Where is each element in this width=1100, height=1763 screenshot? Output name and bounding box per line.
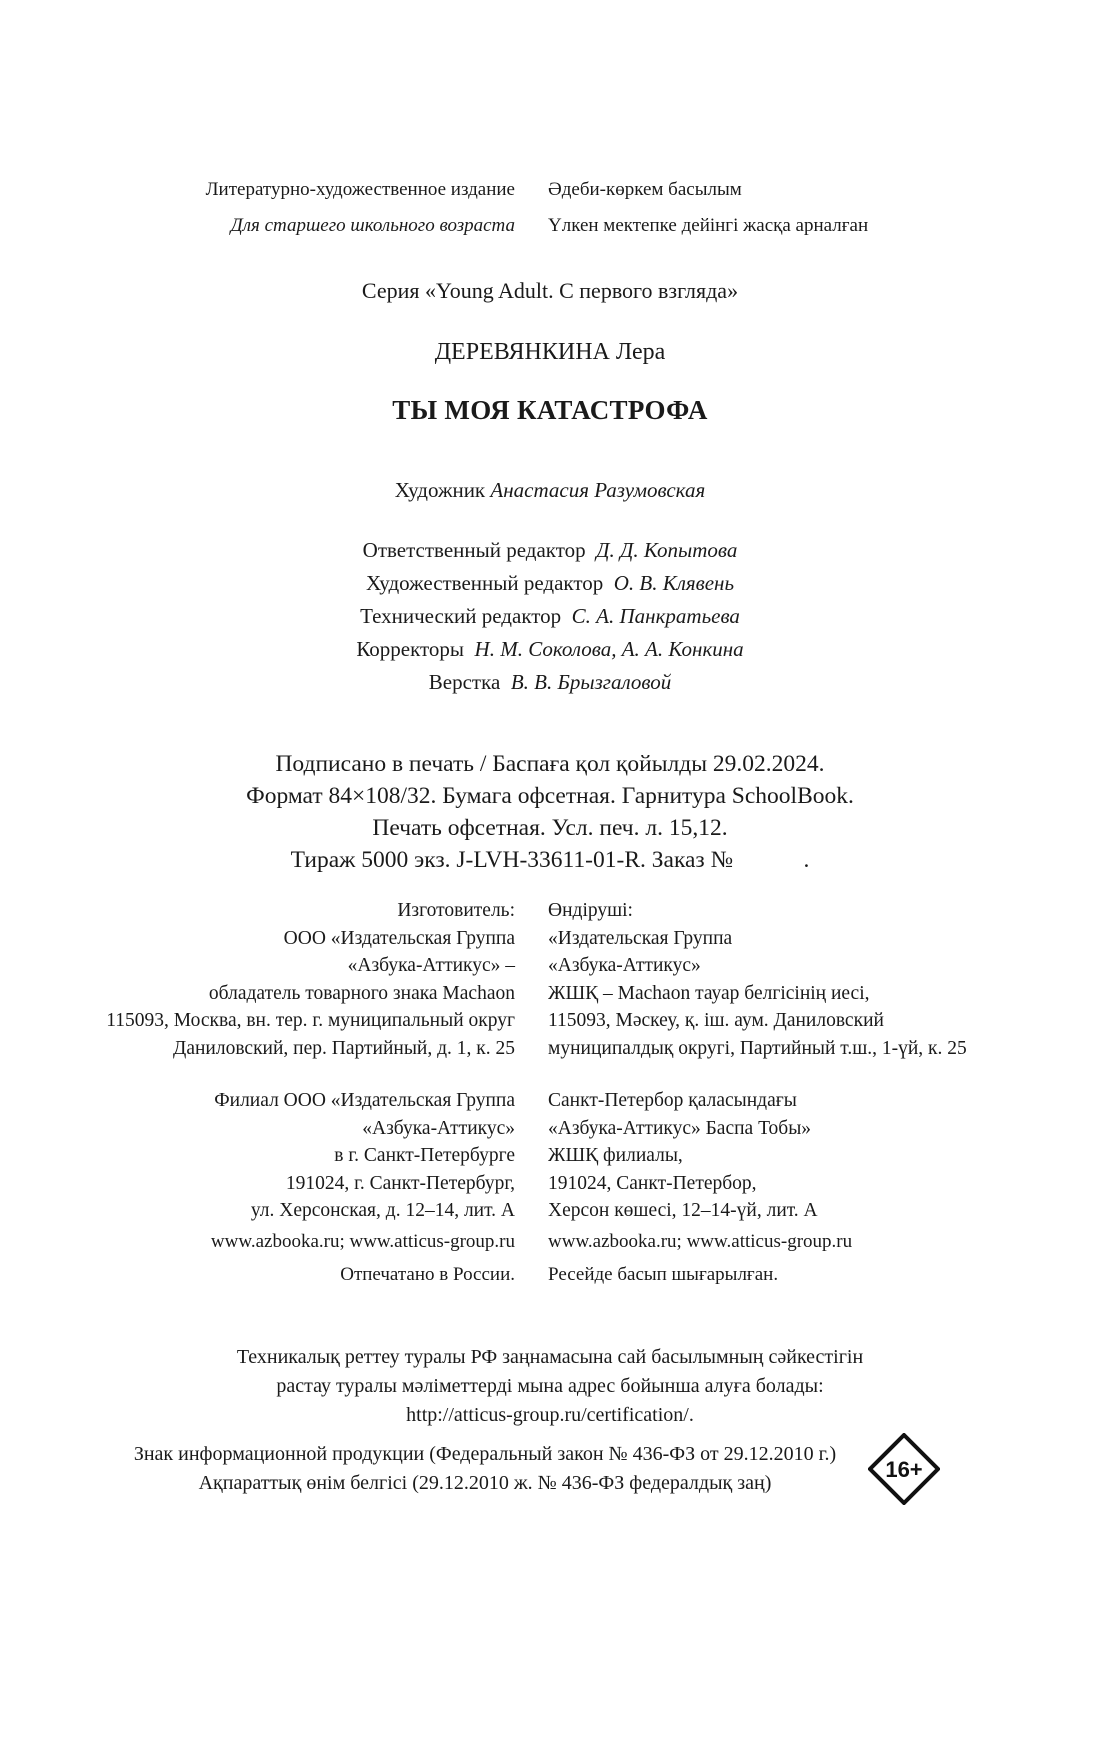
artist-label: Художник <box>394 478 486 502</box>
certification-block: Техникалық реттеу туралы РФ заңнамасына сай басылымның сәйкестігін растау туралы мәліметтерді мына адрес бойынша алуға болады: http://atticus-group.ru/certification/. <box>236 1346 864 1426</box>
editor-line: Технический редактор С. А. Панкратьева <box>360 604 740 628</box>
web-ru: www.azbooka.ru; www.atticus-group.ru <box>210 1231 515 1252</box>
age-kz: Үлкен мектепке дейінгі жасқа арналған <box>548 215 869 236</box>
author-name: ДЕРЕВЯНКИНА Лера <box>434 339 666 365</box>
artist-line <box>0 478 1100 503</box>
info-sign-text: Знак информационной продукции (Федеральный закон № 436-ФЗ от 29.12.2010 г.) Ақпараттық өнім белгісі (29.12.2010 ж. № 436-ФЗ федералдық заң) <box>133 1443 837 1494</box>
printed-kz: Ресейде басып шығарылған. <box>548 1264 779 1285</box>
imprint-line: Формат 84×108/32. Бумага офсетная. Гарнитура SchoolBook. <box>246 783 854 809</box>
series-line: Серия «Young Adult. С первого взгляда» <box>361 278 739 303</box>
manufacturer-ru: Изготовитель: ООО «Издательская Группа «Азбука-Аттикус» – обладатель товарного знака Machaon 115093, Москва, вн. тер. г. муниципальный округ Даниловский, пер. Партийный, д. 1, к. 25 <box>106 900 515 1059</box>
imprint-block <box>0 748 1100 876</box>
genre-ru: Литературно-художественное издание <box>205 179 515 200</box>
imprint-line: Подписано в печать / Баспаға қол қойылды 29.02.2024. <box>275 751 825 777</box>
age-ru: Для старшего школьного возраста <box>230 215 515 236</box>
editor-line: Художественный редактор О. В. Клявень <box>365 571 735 595</box>
printed-ru: Отпечатано в России. <box>340 1264 515 1285</box>
genre-kz: Әдеби-көркем басылым <box>548 179 742 200</box>
editor-line: Корректоры Н. М. Соколова, А. А. Конкина <box>356 637 744 661</box>
editor-line: Ответственный редактор Д. Д. Копытова <box>362 538 738 562</box>
branch-ru: Филиал ООО «Издательская Группа «Азбука-Аттикус» в г. Санкт-Петербурге 191024, г. Санкт-Петербург, ул. Херсонская, д. 12–14, лит. А <box>214 1090 515 1221</box>
manufacturer-kz: Өндіруші: «Издательская Группа «Азбука-Аттикус» ЖШҚ – Machaon тауар белгісінің иесі, 115093, Мәскеу, қ. іш. аум. Даниловский муниципалдық округі, Партийный т.ш., 1-үй, к. 25 <box>548 900 967 1059</box>
book-title: ТЫ МОЯ КАТАСТРОФА <box>392 395 708 425</box>
imprint-line: Печать офсетная. Усл. печ. л. 15,12. <box>372 815 728 841</box>
artist-name: Анастасия Разумовская <box>490 478 706 502</box>
web-kz: www.azbooka.ru; www.atticus-group.ru <box>548 1231 853 1252</box>
editor-line: Верстка В. В. Брызгаловой <box>428 670 672 694</box>
branch-kz: Санкт-Петербор қаласындағы «Азбука-Аттикус» Баспа Тобы» ЖШҚ филиалы, 191024, Санкт-Петербор, Херсон көшесі, 12–14-үй, лит. А <box>548 1090 818 1221</box>
age-rating-icon <box>868 1433 940 1505</box>
age-rating-label: 16+ <box>885 1457 923 1482</box>
imprint-line: Тираж 5000 экз. J-LVH-33611-01-R. Заказ № . <box>290 847 810 873</box>
editors-block <box>0 534 1100 699</box>
